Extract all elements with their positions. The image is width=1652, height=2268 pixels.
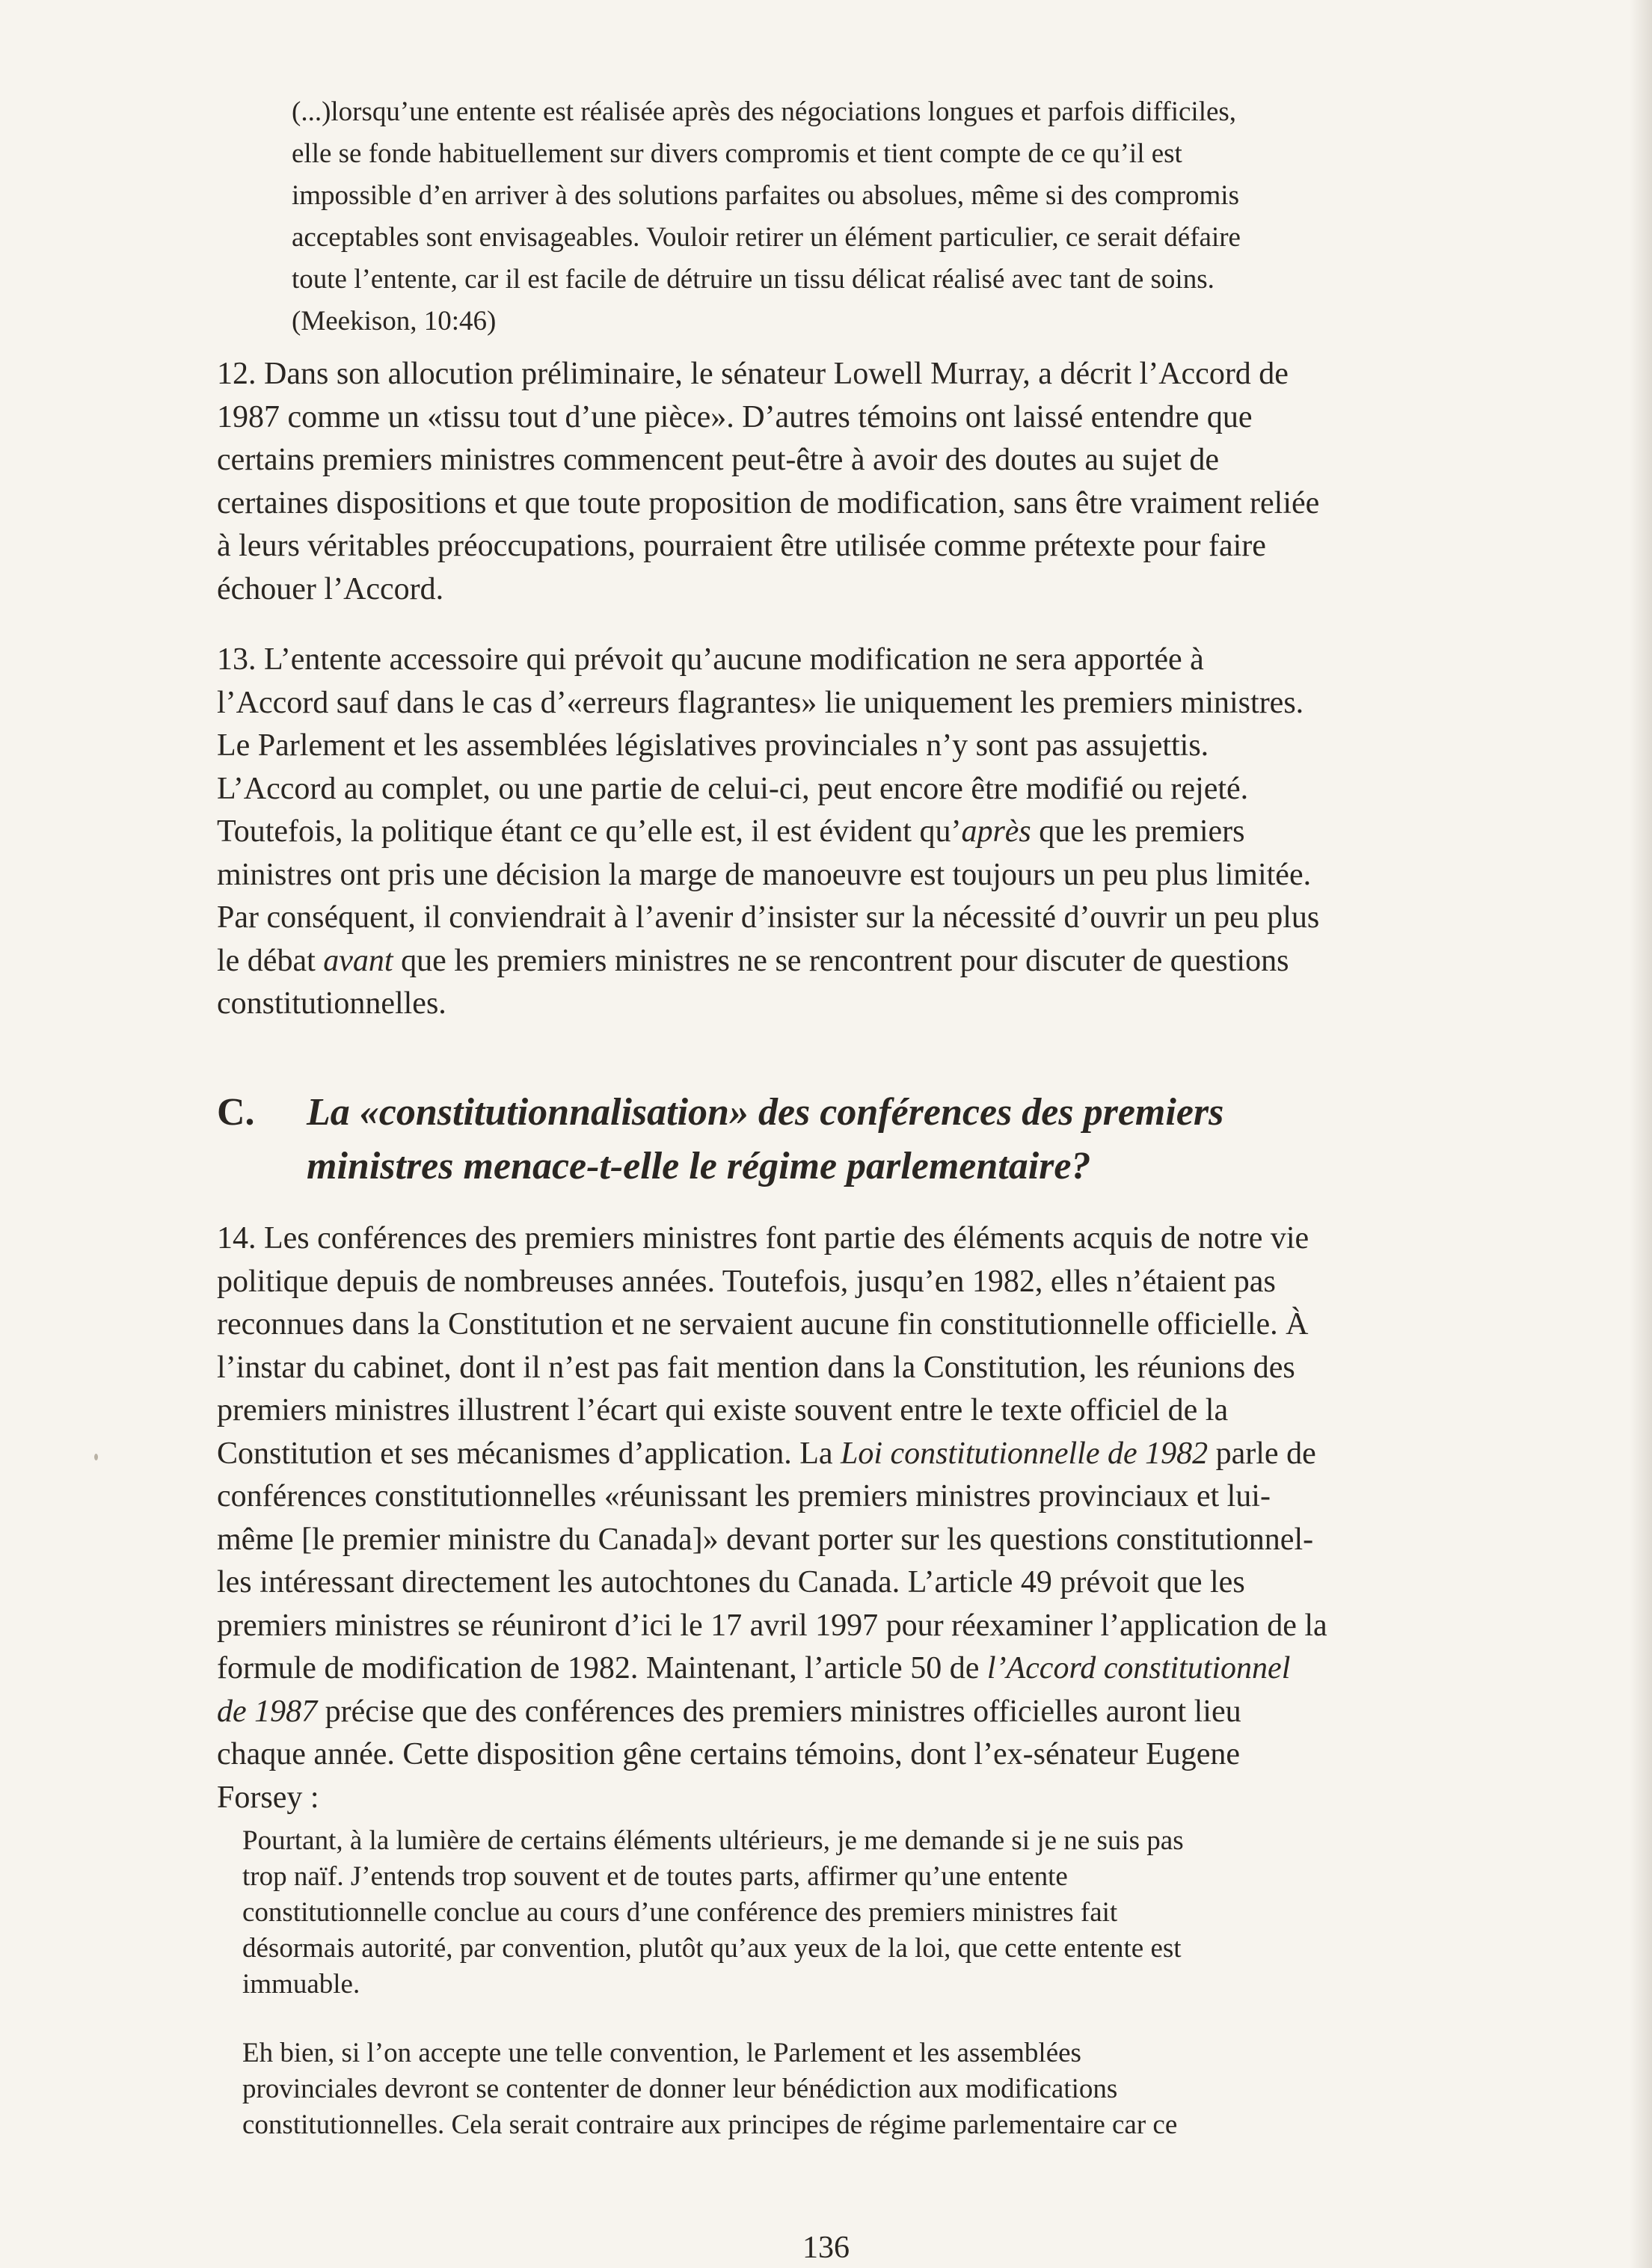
quote-line: toute l’entente, car il est facile de détruire un tissu délicat réalisé avec tant de soins. (292, 264, 1215, 295)
text-line (217, 1647, 1502, 1691)
text-line: l’Accord sauf dans le cas d’«erreurs flagrantes» lie uniquement les premiers ministres. (217, 685, 1304, 720)
text-line (217, 811, 1502, 854)
text-line: chaque année. Cette disposition gêne certains témoins, dont l’ex-sénateur Eugene (217, 1737, 1241, 1771)
quote-citation: (Meekison, 10:46) (292, 306, 497, 336)
quote-line: impossible d’en arriver à des solutions parfaites ou absolues, même si des compromis (292, 180, 1239, 211)
text-line: 1987 comme un «tissu tout d’une pièce». D’autres témoins ont laissé entendre que (217, 399, 1253, 434)
margin-speck (94, 1454, 98, 1460)
text-line (217, 940, 1502, 983)
emphasis-avant: avant (323, 943, 393, 978)
page-edge-shadow (1630, 0, 1652, 2268)
quote-line: constitutionnelles. Cela serait contraire aux principes de régime parlementaire car ce (242, 2109, 1178, 2140)
quote-line: immuable. (242, 1969, 360, 2000)
text-line: à leurs véritables préoccupations, pourraient être utilisée comme prétexte pour faire (217, 529, 1266, 563)
section-title (307, 1086, 1488, 1193)
quote-forsey-part-1 (242, 1823, 1436, 2003)
text-span: formule de modification de 1982. Maintenant, l’article 50 de (217, 1651, 987, 1685)
paragraph-13 (217, 639, 1502, 1026)
text-span: Constitution et ses mécanismes d’application. La (217, 1436, 841, 1471)
emphasis-accord-title: l’Accord constitutionnel (986, 1651, 1291, 1685)
quote-meekison (292, 91, 1436, 342)
text-line: 14. Les conférences des premiers ministres font partie des éléments acquis de notre vie (217, 1221, 1309, 1256)
quote-line: constitutionnelle conclue au cours d’une conférence des premiers ministres fait (242, 1897, 1118, 1928)
text-line: reconnues dans la Constitution et ne servaient aucune fin constitutionnelle officielle. À (217, 1307, 1309, 1342)
text-line: certaines dispositions et que toute proposition de modification, sans être vraiment reliée (217, 485, 1320, 520)
paragraph-12 (217, 353, 1502, 611)
quote-line: acceptables sont envisageables. Vouloir retirer un élément particulier, ce serait défaire (292, 222, 1241, 253)
emphasis-law-title: Loi constitutionnelle de 1982 (841, 1436, 1209, 1471)
text-line: politique depuis de nombreuses années. Toutefois, jusqu’en 1982, elles n’étaient pas (217, 1264, 1276, 1299)
text-span: que les premiers ministres ne se rencontrent pour discuter de questions (393, 943, 1289, 978)
quote-line: trop naïf. J’entends trop souvent et de toutes parts, affirmer qu’une entente (242, 1861, 1068, 1892)
text-line (217, 1691, 1502, 1734)
text-line: ministres ont pris une décision la marge de manoeuvre est toujours un peu plus limitée. (217, 857, 1312, 892)
quote-line: Eh bien, si l’on accepte une telle convention, le Parlement et les assemblées (242, 2038, 1081, 2068)
text-line: constitutionnelles. (217, 986, 446, 1021)
quote-line: provinciales devront se contenter de donner leur bénédiction aux modifications (242, 2074, 1118, 2104)
paragraph-14 (217, 1217, 1502, 1819)
page-number: 136 (802, 2231, 850, 2265)
quote-line: elle se fonde habituellement sur divers compromis et tient compte de ce qu’il est (292, 138, 1182, 169)
emphasis-accord-title: de 1987 (217, 1694, 318, 1729)
text-span: que les premiers (1031, 814, 1245, 849)
text-line: L’Accord au complet, ou une partie de celui-ci, peut encore être modifié ou rejeté. (217, 771, 1249, 806)
text-line: 13. L’entente accessoire qui prévoit qu’aucune modification ne sera apportée à (217, 642, 1204, 677)
section-letter: C. (217, 1091, 255, 1134)
text-line: les intéressant directement les autochtones du Canada. L’article 49 prévoit que les (217, 1565, 1245, 1599)
quote-line: désormais autorité, par convention, plutôt qu’aux yeux de la loi, que cette entente est (242, 1933, 1182, 1964)
text-line: Le Parlement et les assemblées législatives provinciales n’y sont pas assujettis. (217, 728, 1209, 763)
emphasis-apres: après (961, 814, 1031, 849)
text-span: parle de (1208, 1436, 1316, 1471)
text-line: l’instar du cabinet, dont il n’est pas fait mention dans la Constitution, les réunions des (217, 1350, 1295, 1385)
text-line: conférences constitutionnelles «réunissant les premiers ministres provinciaux et lui- (217, 1479, 1271, 1513)
text-line: 12. Dans son allocution préliminaire, le sénateur Lowell Murray, a décrit l’Accord de (217, 357, 1289, 391)
section-title-line: ministres menace-t-elle le régime parlementaire? (307, 1145, 1091, 1187)
text-line: premiers ministres illustrent l’écart qui existe souvent entre le texte officiel de la (217, 1393, 1229, 1428)
text-line: certains premiers ministres commencent peut-être à avoir des doutes au sujet de (217, 443, 1220, 477)
text-line: premiers ministres se réuniront d’ici le 17 avril 1997 pour réexaminer l’application de la (217, 1608, 1327, 1643)
text-line: même [le premier ministre du Canada]» devant porter sur les questions constitutionnel- (217, 1522, 1314, 1557)
quote-forsey-part-2 (242, 2035, 1436, 2143)
text-span: Toutefois, la politique étant ce qu’elle est, il est évident qu’ (217, 814, 962, 849)
text-line: Par conséquent, il conviendrait à l’avenir d’insister sur la nécessité d’ouvrir un peu plus (217, 900, 1320, 935)
text-line: échouer l’Accord. (217, 571, 444, 606)
quote-line: (...)lorsqu’une entente est réalisée après des négociations longues et parfois difficiles, (292, 96, 1237, 127)
quote-line: Pourtant, à la lumière de certains éléments ultérieurs, je me demande si je ne suis pas (242, 1825, 1184, 1856)
text-span: le débat (217, 943, 324, 978)
section-title-line: La «constitutionnalisation» des conférences des premiers (307, 1091, 1224, 1134)
text-line (217, 1433, 1502, 1476)
text-span: précise que des conférences des premiers ministres officielles auront lieu (317, 1694, 1241, 1729)
text-line: Forsey : (217, 1780, 319, 1815)
